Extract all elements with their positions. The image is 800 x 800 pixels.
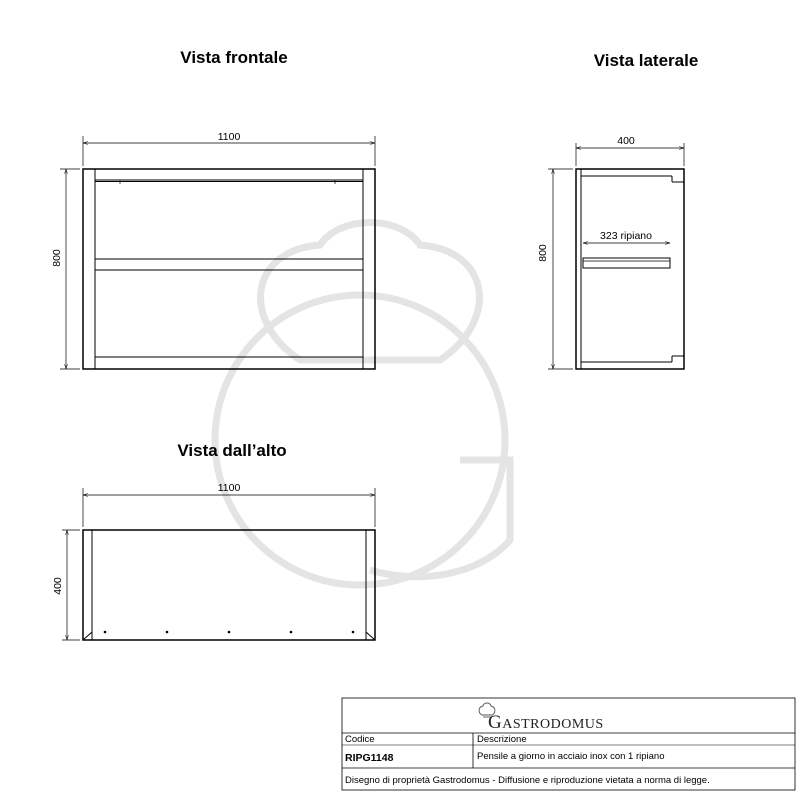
side-outline xyxy=(576,169,684,369)
brand-logo-text: GASTRODOMUS xyxy=(488,712,604,733)
top-view-title: Vista dall’alto xyxy=(177,441,287,460)
shelf-depth-label: 323 ripiano xyxy=(600,230,652,242)
front-outline xyxy=(83,169,375,369)
code-value: RIPG1148 xyxy=(345,752,394,764)
side-height-label: 800 xyxy=(537,244,549,262)
side-view xyxy=(537,135,684,369)
code-label: Codice xyxy=(345,734,375,745)
top-view xyxy=(52,482,375,640)
title-block xyxy=(342,698,795,790)
side-view-title: Vista laterale xyxy=(593,51,699,70)
ownership-footer: Disegno di proprietà Gastrodomus - Diffusione e riproduzione vietata a norma di legge. xyxy=(345,775,710,786)
front-view-title: Vista frontale xyxy=(180,48,288,67)
front-height-label: 800 xyxy=(51,249,63,267)
side-shelf xyxy=(583,258,670,268)
description-label: Descrizione xyxy=(477,734,527,745)
top-width-label: 1100 xyxy=(217,482,241,494)
side-depth-label: 400 xyxy=(617,135,635,147)
front-width-label: 1100 xyxy=(217,131,241,143)
top-depth-label: 400 xyxy=(52,577,64,595)
front-view xyxy=(51,131,375,369)
description-value: Pensile a giorno in acciaio inox con 1 ripiano xyxy=(477,751,665,762)
